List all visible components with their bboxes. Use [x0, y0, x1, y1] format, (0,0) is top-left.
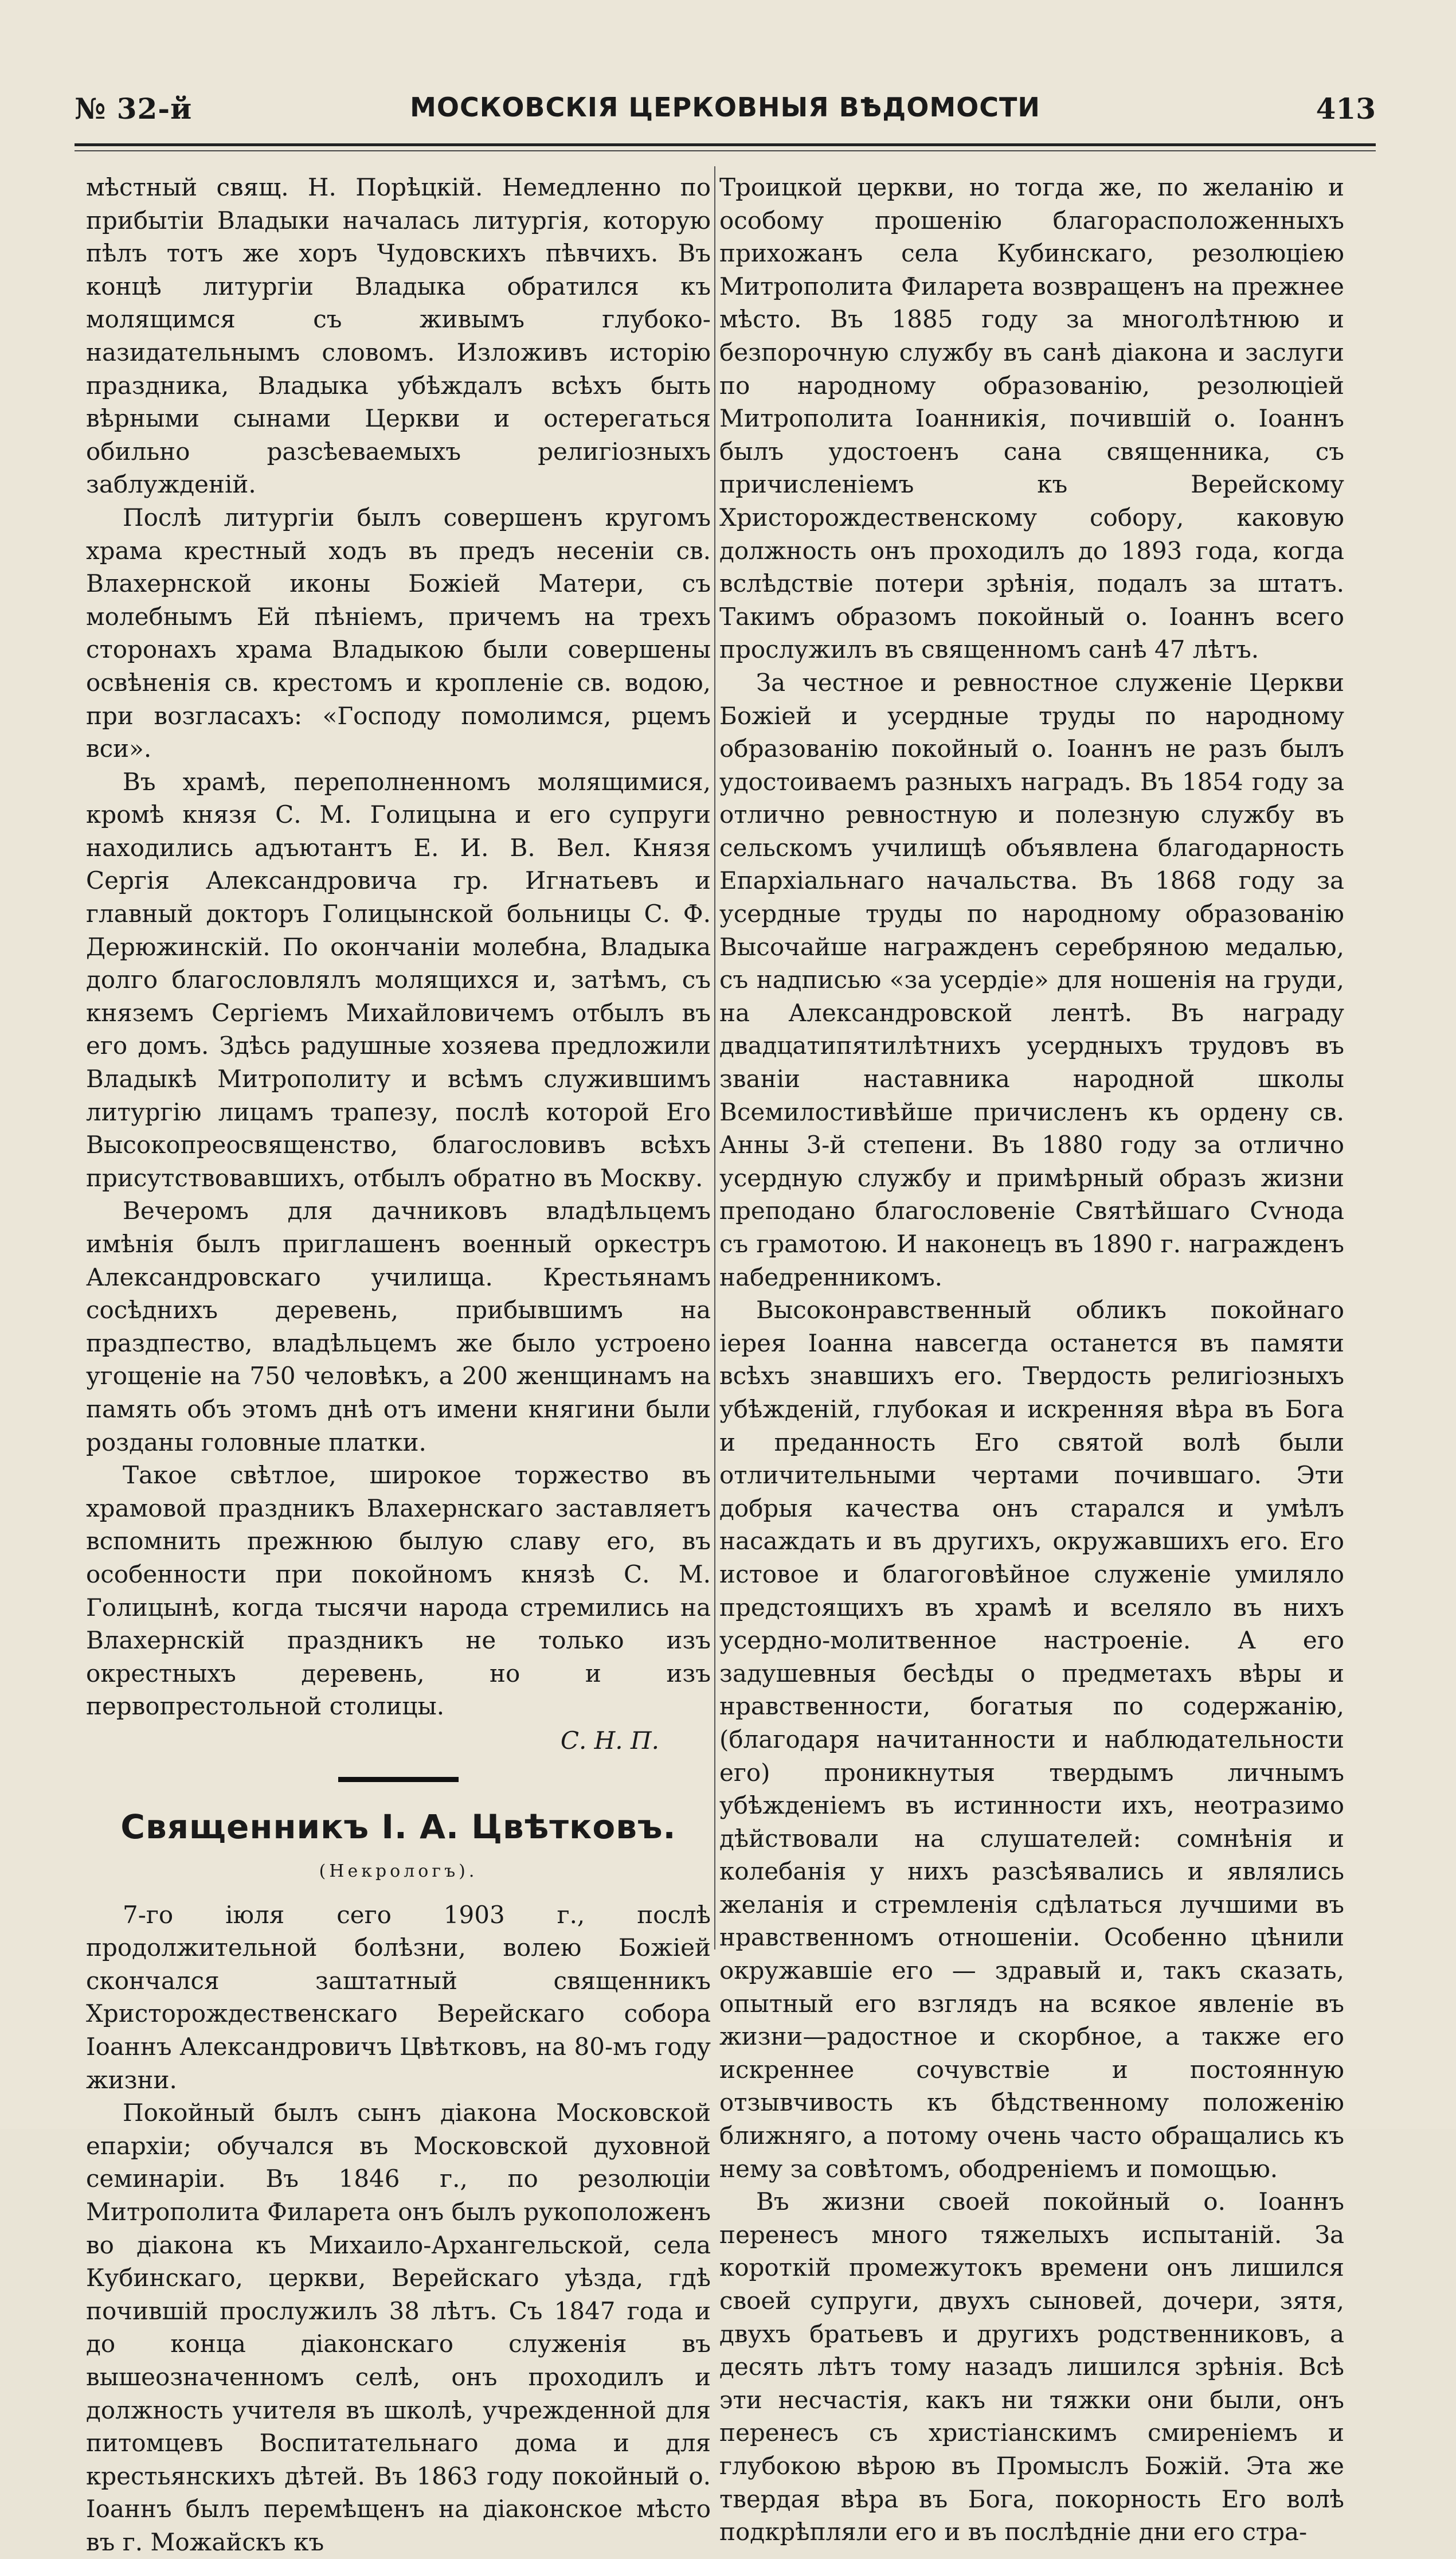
right-paragraph-4: Въ жизни своей покойный о. Іоаннъ перенесъ много тяжелыхъ испытаній. За короткій промежутокъ времени онъ лишился своей супруги, двухъ сыновей, дочери, зятя, двухъ братьевъ и другихъ родственниковъ, а десять лѣтъ тому назадъ лишился зрѣнія. Всѣ эти несчастія, какъ ни тяжки они были, онъ перенесъ съ христіанскимъ смиреніемъ и глубокою вѣрою въ Промыслъ Божій. Эта же твердая вѣра въ Бога, покорность Его волѣ подкрѣпляли его и въ послѣдніе дни его стра-: [719, 2187, 1344, 2546]
column-divider: [714, 166, 715, 1949]
author-signature: С. Н. П.: [560, 1726, 659, 1755]
left-paragraph-1: мѣстный свящ. Н. Порѣцкій. Немедленно по прибытіи Владыки началась литургія, которую пѣлъ тотъ же хоръ Чудовскихъ пѣвчихъ. Въ концѣ литургіи Владыка обратился къ молящимся съ живымъ глубоко-назидательнымъ словомъ. Изложивъ исторію праздника, Владыка убѣждалъ всѣхъ быть вѣрными сынами Церкви и остерегаться обильно разсѣеваемыхъ религіозныхъ заблужденій.: [86, 173, 711, 499]
right-paragraph-1: Троицкой церкви, но тогда же, по желанію и особому прошенію благорасположенныхъ прихожанъ села Кубинскаго, резолюціею Митрополита Филарета возвращенъ на прежнее мѣсто. Въ 1885 году за многолѣтнюю и безпорочную службу въ санѣ діакона и заслуги по народному образованію, резолюціей Митрополита Іоанникія, почившій о. Іоаннъ былъ удостоенъ сана священника, съ причисленіемъ къ Верейскому Христорождественскому собору, каковую должность онъ проходилъ до 1893 года, когда вслѣдствіе потери зрѣнія, подалъ за штатъ. Такимъ образомъ покойный о. Іоаннъ всего прослужилъ въ священномъ санѣ 47 лѣтъ.: [719, 173, 1344, 664]
right-column: [719, 171, 1344, 2549]
header-rule-thin: [75, 150, 1376, 151]
issue-number: № 32-й: [75, 92, 193, 126]
section-separator: [338, 1777, 459, 1782]
left-paragraph-2: Послѣ литургіи былъ совершенъ кругомъ храма крестный ходъ въ предъ несеніи св. Влахернской иконы Божіей Матери, съ молебнымъ Ей пѣніемъ, причемъ на трехъ сторонахъ храма Владыкою были совершены освѣненія св. крестомъ и кропленіе св. водою, при возгласахъ: «Господу помолимся, рцемъ вси».: [86, 503, 711, 763]
article-subtitle: (Некрологъ).: [319, 1861, 478, 1882]
left-paragraph-5: Такое свѣтлое, широкое торжество въ храмовой праздникъ Влахернскаго заставляетъ вспомнить прежнюю былую славу его, въ особенности при покойномъ князѣ С. М. Голицынѣ, когда тысячи народа стремились на Влахернскій праздникъ не только изъ окрестныхъ деревень, но и изъ первопрестольной столицы.: [86, 1461, 711, 1721]
right-paragraph-2: За честное и ревностное служеніе Церкви Божіей и усердные труды по народному образованію покойный о. Іоаннъ не разъ былъ удостоиваемъ разныхъ наградъ. Въ 1854 году за отлично ревностную и полезную службу въ сельскомъ училищѣ объявлена благодарность Епархіальнаго начальства. Въ 1868 году за усердные труды по народному образованію Высочайше награжденъ серебряною медалью, съ надписью «за усердіе» для ношенія на груди, на Александровской лентѣ. Въ награду двадцатипятилѣтнихъ усердныхъ трудовъ въ званіи наставника народной школы Всемилостивѣйше причисленъ къ ордену св. Анны 3-й степени. Въ 1880 году за отлично усердную службу и примѣрный образъ жизни преподано благословеніе Святѣйшаго Сѵнода съ грамотою. И наконецъ въ 1890 г. награжденъ набедренникомъ.: [719, 668, 1344, 1291]
left-paragraph-4: Вечеромъ для дачниковъ владѣльцемъ имѣнія былъ приглашенъ военный оркестръ Александровскаго училища. Крестьянамъ сосѣднихъ деревень, прибывшимъ на праздпество, владѣльцемъ же было устроено угощеніе на 750 человѣкъ, а 200 женщинамъ на память объ этомъ днѣ отъ имени княгини были розданы головные платки.: [86, 1197, 711, 1456]
right-paragraph-3: Высоконравственный обликъ покойнаго іерея Іоанна навсегда останется въ памяти всѣхъ знавшихъ его. Твердость религіозныхъ убѣжденій, глубокая и искренняя вѣра въ Бога и преданность Его святой волѣ были отличительными чертами почившаго. Эти добрыя качества онъ старался и умѣлъ насаждать и въ другихъ, окружавшихъ его. Его истовое и благоговѣйное служеніе умиляло предстоящихъ въ храмѣ и вселяло въ нихъ усердно-молитвенное настроеніе. А его задушевныя бесѣды о предметахъ вѣры и нравственности, богатыя по содержанію, (благодаря начитанности и наблюдательности его) проникнутыя твердымъ личнымъ убѣжденіемъ въ истинности ихъ, неотразимо дѣйствовали на слушателей: сомнѣнія и колебанія у нихъ разсѣявались и являлись желанія и стремленія сдѣлаться лучшими въ нравственномъ отношеніи. Особенно цѣнили окружавшіе его — здравый и, такъ сказать, опытный его взглядъ на всякое явленіе въ жизни—радостное и скорбное, а также его искреннее сочувствіе и постоянную отзывчивость къ бѣдственному положенію ближняго, а потому очень часто обращались къ нему за совѣтомъ, ободреніемъ и помощью.: [719, 1296, 1344, 2183]
page-number: 413: [1316, 92, 1376, 126]
left-paragraph-6: 7-го іюля сего 1903 г., послѣ продолжительной болѣзни, волею Божіей скончался заштатный священникъ Христорождественскаго Верейскаго собора Іоаннъ Александровичъ Цвѣтковъ, на 80-мъ году жизни.: [86, 1900, 711, 2094]
journal-title: МОСКОВСКІЯ ЦЕРКОВНЫЯ ВѢДОМОСТИ: [410, 92, 1040, 123]
left-paragraph-7: Покойный былъ сынъ діакона Московской епархіи; обучался въ Московской духовной семинаріи. Въ 1846 г., по резолюціи Митрополита Филарета онъ былъ рукоположенъ во діакона къ Михаило-Архангельской, села Кубинскаго, церкви, Верейскаго уѣзда, гдѣ почившій прослужилъ 38 лѣтъ. Съ 1847 года и до конца діаконскаго служенія въ вышеозначенномъ селѣ, онъ проходилъ и должность учителя въ школѣ, учрежденной для питомцевъ Воспитательнаго дома и для крестьянскихъ дѣтей. Въ 1863 году покойный о. Іоаннъ былъ перемѣщенъ на діаконское мѣсто въ г. Можайскъ къ: [86, 2099, 711, 2556]
article-title: Священникъ І. А. Цвѣтковъ.: [120, 1807, 676, 1846]
header-rule-thick: [75, 143, 1376, 146]
left-paragraph-3: Въ храмѣ, переполненномъ молящимися, кромѣ князя С. М. Голицына и его супруги находились адъютантъ Е. И. В. Вел. Князя Сергія Александровича гр. Игнатьевъ и главный докторъ Голицынской больницы С. Ф. Дерюжинскій. По окончаніи молебна, Владыка долго благословлялъ молящихся и, затѣмъ, съ княземъ Сергіемъ Михайловичемъ отбылъ въ его домъ. Здѣсь радушные хозяева предложили Владыкѣ Митрополиту и всѣмъ служившимъ литургію лицамъ трапезу, послѣ которой Его Высокопреосвященство, благословивъ всѣхъ присутствовавшихъ, отбылъ обратно въ Москву.: [86, 767, 711, 1192]
left-column: [86, 171, 711, 2559]
page-header: [75, 92, 1376, 138]
